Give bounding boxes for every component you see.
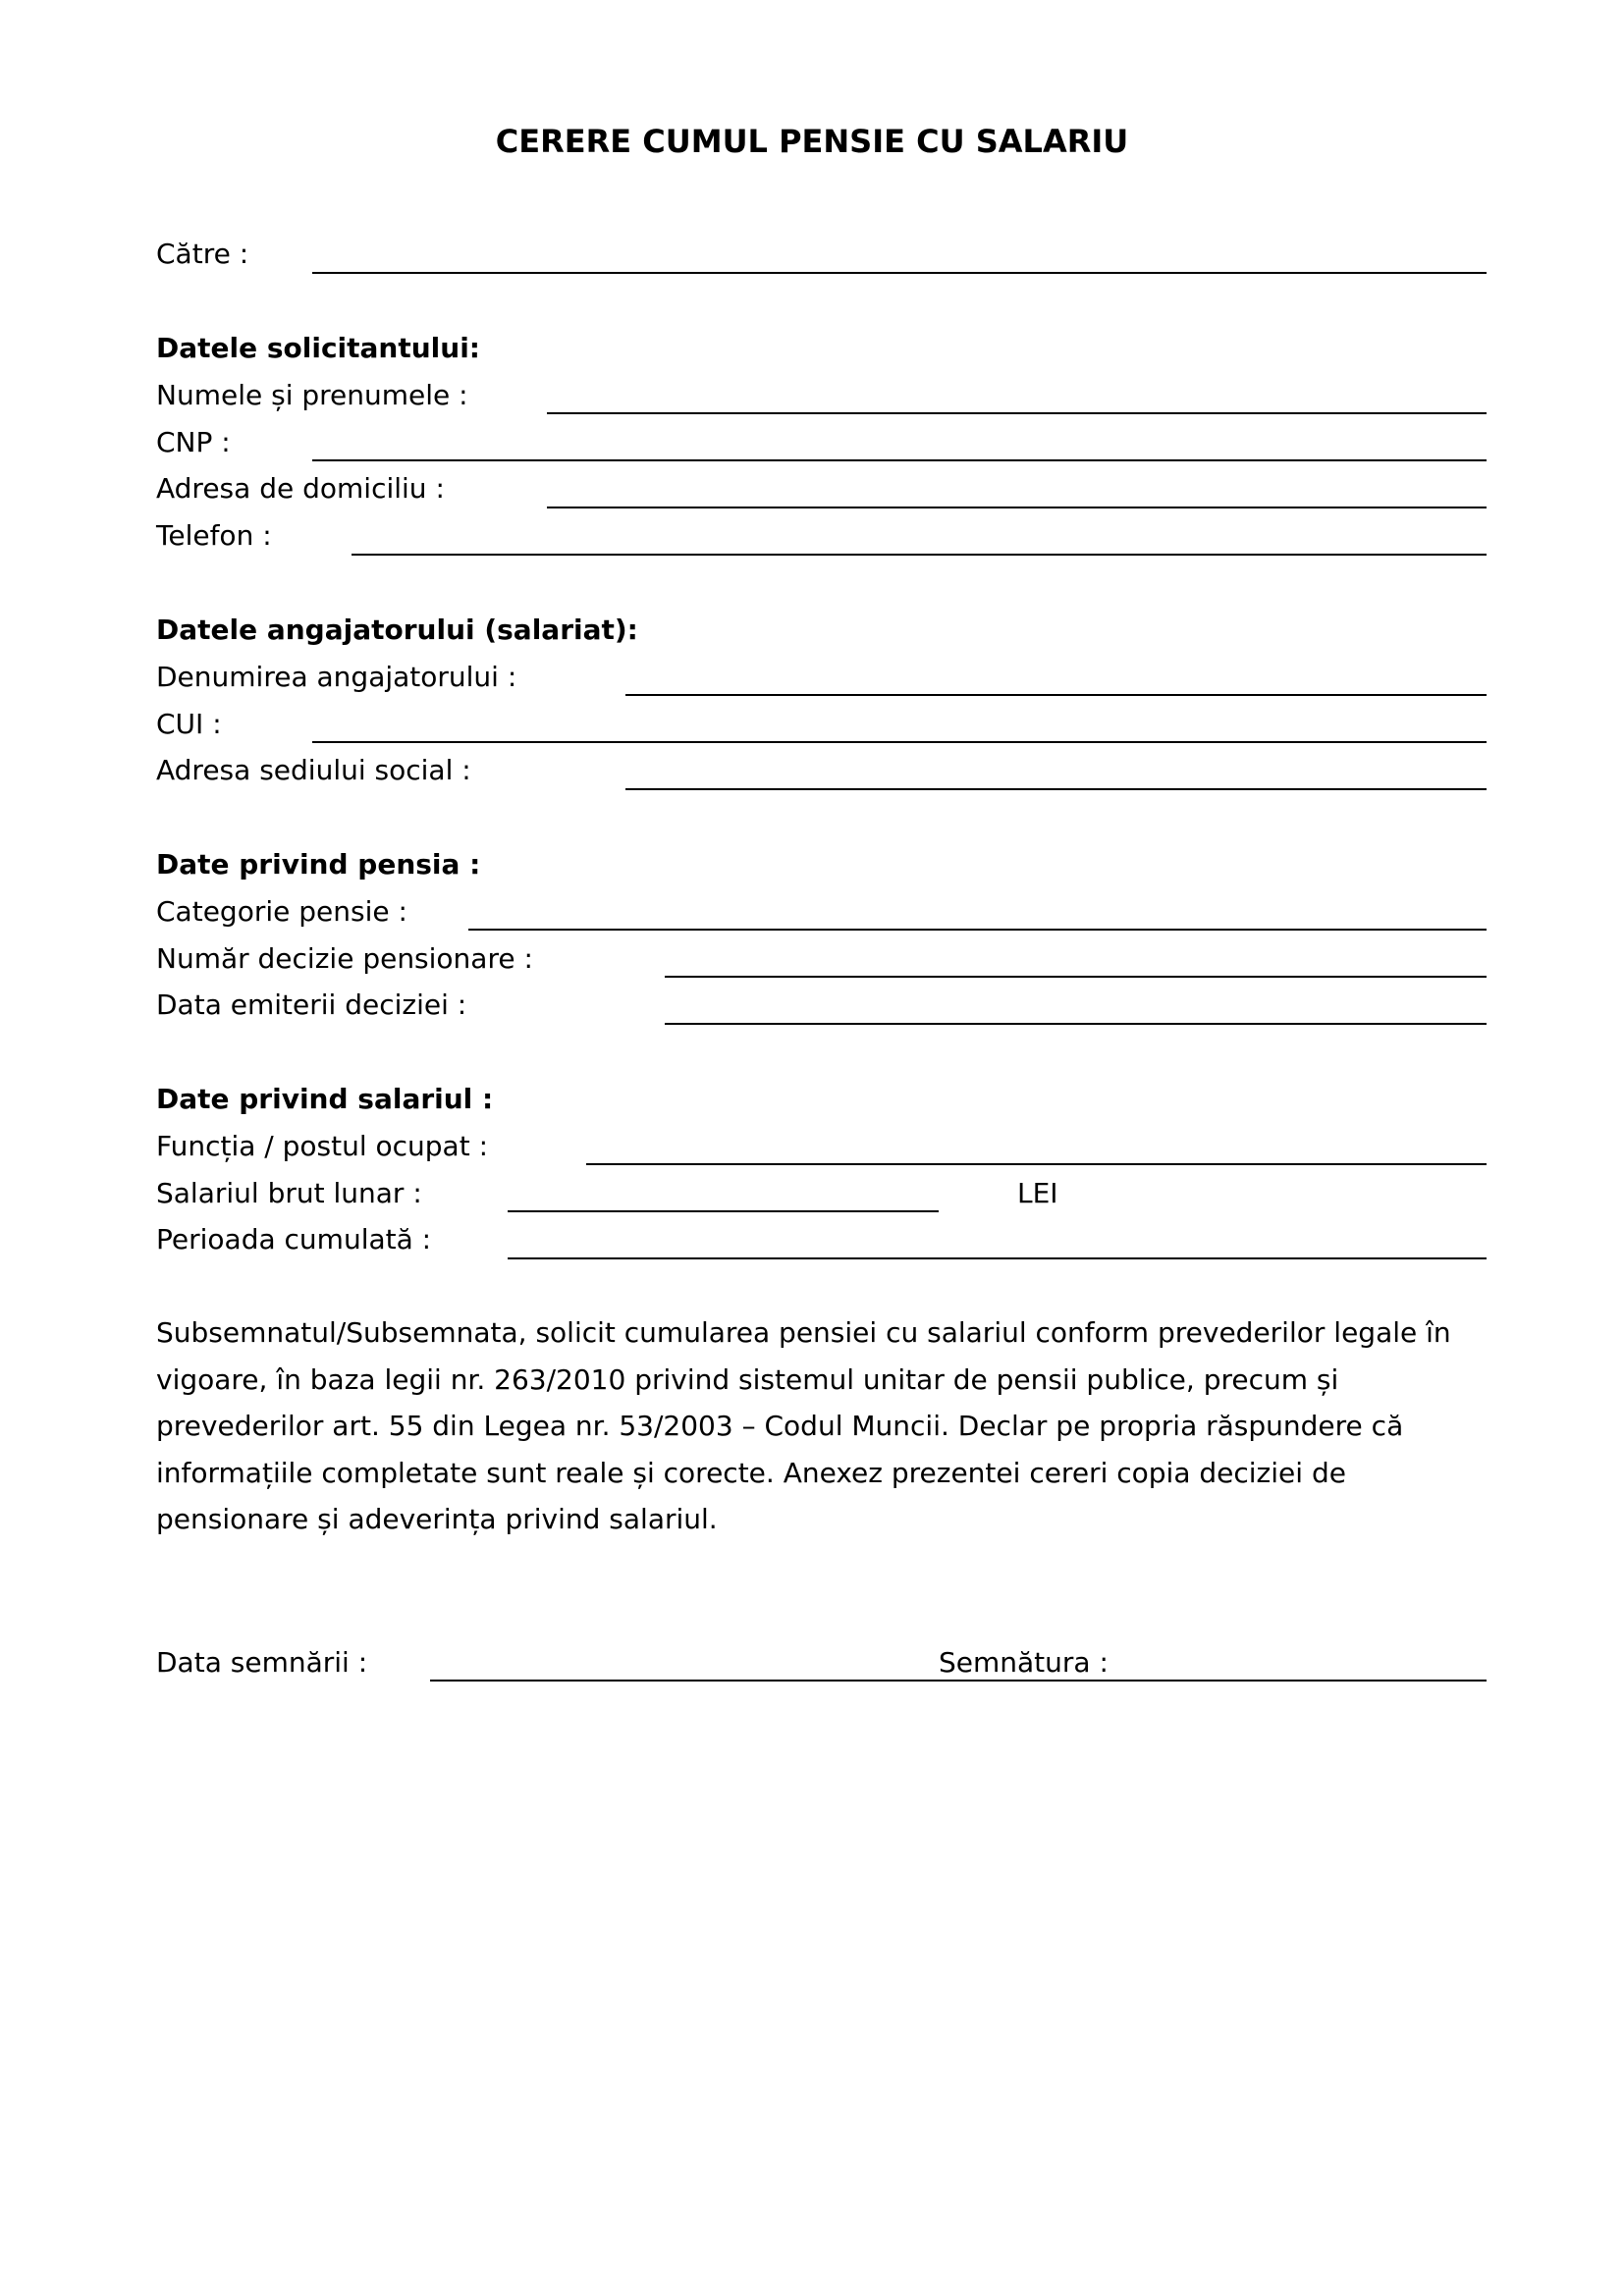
declaration-paragraph: [156, 1309, 1491, 1543]
salary-position-field[interactable]: [586, 1163, 1487, 1165]
applicant-phone-field[interactable]: [352, 554, 1487, 556]
salary-currency: LEI: [1017, 1177, 1058, 1209]
pension-decision-number-field[interactable]: [665, 976, 1487, 978]
applicant-cnp-label: CNP :: [156, 426, 231, 458]
pension-decision-date-label: Data emiterii deciziei :: [156, 988, 467, 1021]
declaration-line: prevederilor art. 55 din Legea nr. 53/2003 – Codul Muncii. Declar pe propria răspundere că: [156, 1410, 1404, 1443]
declaration-line: vigoare, în baza legii nr. 263/2010 privind sistemul unitar de pensii publice, precum și: [156, 1362, 1339, 1396]
declaration-line: Subsemnatul/Subsemnata, solicit cumularea pensiei cu salariul conform prevederilor legale în: [156, 1316, 1451, 1349]
recipient-label: Către :: [156, 238, 249, 270]
signature-date-label: Data semnării :: [156, 1646, 368, 1679]
pension-heading: Date privind pensia :: [156, 848, 481, 881]
signature-label: Semnătura :: [939, 1646, 1109, 1679]
employer-heading: Datele angajatorului (salariat):: [156, 614, 638, 646]
recipient-field[interactable]: [312, 272, 1487, 274]
salary-period-label: Perioada cumulată :: [156, 1223, 432, 1255]
declaration-line: informațiile completate sunt reale și corecte. Anexez prezentei cereri copia deciziei de: [156, 1456, 1346, 1489]
salary-position-label: Funcția / postul ocupat :: [156, 1130, 489, 1162]
page-title: CERERE CUMUL PENSIE CU SALARIU: [495, 123, 1129, 160]
declaration-line: pensionare și adeverința privind salariul.: [156, 1503, 718, 1536]
salary-gross-label: Salariul brut lunar :: [156, 1177, 422, 1209]
applicant-name-field[interactable]: [547, 412, 1487, 414]
applicant-phone-label: Telefon :: [156, 519, 272, 552]
pension-decision-number-label: Număr decizie pensionare :: [156, 942, 533, 975]
employer-name-label: Denumirea angajatorului :: [156, 661, 517, 693]
employer-name-field[interactable]: [625, 694, 1487, 696]
applicant-name-label: Numele și prenumele :: [156, 379, 468, 411]
pension-decision-date-field[interactable]: [665, 1023, 1487, 1025]
employer-cui-field[interactable]: [312, 741, 1487, 743]
salary-heading: Date privind salariul :: [156, 1083, 494, 1115]
applicant-address-field[interactable]: [547, 507, 1487, 508]
salary-gross-field[interactable]: [508, 1210, 939, 1212]
salary-period-field[interactable]: [508, 1257, 1487, 1259]
signature-line-field[interactable]: [430, 1680, 1487, 1682]
applicant-cnp-field[interactable]: [312, 459, 1487, 461]
employer-address-field[interactable]: [625, 788, 1487, 790]
applicant-address-label: Adresa de domiciliu :: [156, 472, 445, 505]
employer-address-label: Adresa sediului social :: [156, 754, 471, 786]
pension-category-field[interactable]: [468, 929, 1487, 931]
applicant-heading: Datele solicitantului:: [156, 332, 480, 364]
pension-category-label: Categorie pensie :: [156, 895, 407, 928]
employer-cui-label: CUI :: [156, 708, 222, 740]
